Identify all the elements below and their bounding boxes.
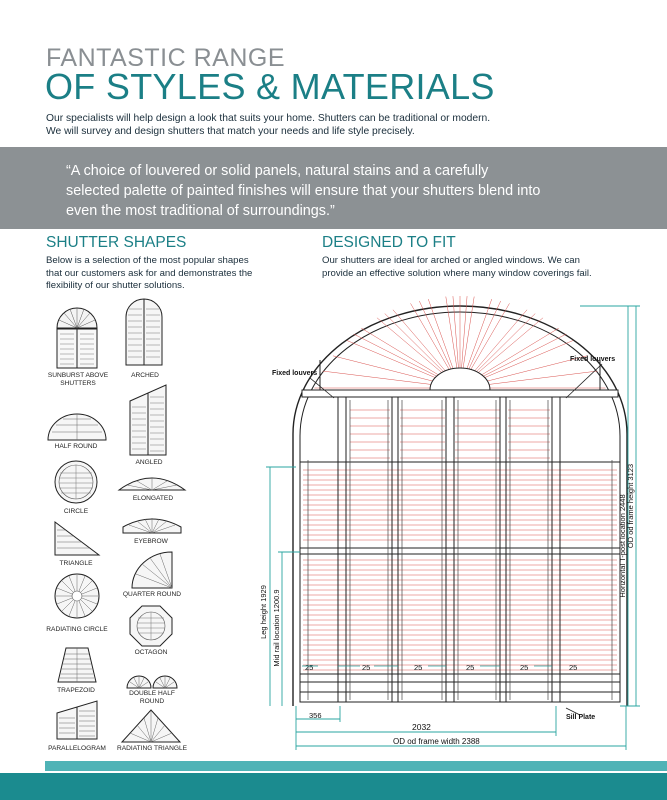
shutter-shapes-title: SHUTTER SHAPES [46,234,187,251]
gap-label: 25 [414,663,423,672]
gap-label: 25 [305,663,314,672]
footer-bar-light [45,761,667,771]
fixed-louvers-right-label: Fixed louvers [570,356,616,363]
circle-label: CIRCLE [63,508,89,515]
quote-line: “A choice of louvered or solid panels, natural stains and a carefully [66,163,489,179]
designed-to-fit-title: DESIGNED TO FIT [322,234,456,251]
sunburst-label: SUNBURST ABOVE SHUTTERS [47,372,109,387]
shutter-panels [300,397,620,702]
shapes-line: that our customers ask for and demonstrates the [46,267,253,279]
fit-line: Our shutters are ideal for arched or angled windows. We can [322,255,580,266]
gap-label: 25 [466,663,475,672]
angled-label: ANGLED [135,459,163,466]
gap-label: 25 [362,663,371,672]
half-round-label: HALF ROUND [54,443,98,450]
radiating-circle-label: RADIATING CIRCLE [46,626,108,633]
gap-label: 25 [520,663,529,672]
parallelogram-label: PARALLELOGRAM [48,745,106,752]
intro-line: We will survey and design shutters that match your needs and life style precisely. [46,125,415,137]
t-post-label: Horizontal T-post location 2448 [618,494,627,598]
radiating-triangle-label: RADIATING TRIANGLE [116,745,188,752]
left-dimension-lines [266,467,300,706]
od-width-label: OD od frame width 2388 [393,737,480,746]
arched-label: ARCHED [131,372,159,379]
fixed-louvers-left-label: Fixed louvers [272,370,318,377]
footer-bar-dark [0,773,667,800]
triangle-label: TRIANGLE [59,560,93,567]
dim-356-label: 356 [309,711,322,720]
leg-height-label: Leg height 1929 [259,585,268,639]
heading-line-2: OF STYLES & MATERIALS [45,66,495,107]
shapes-line: Below is a selection of the most popular shapes [46,255,249,266]
mid-rail-label: Mid rail location 1200.9 [272,589,281,667]
sunburst-hub [430,368,490,390]
eyebrow-label: EYEBROW [134,538,168,545]
sill-plate-label: Sill Plate [566,714,596,721]
trapezoid-label: TRAPEZOID [57,687,95,694]
octagon-label: OCTAGON [134,649,168,656]
double-half-round-label: DOUBLE HALF ROUND [129,690,175,705]
quote-line: even the most traditional of surroundings.” [66,203,335,219]
intro-line: Our specialists will help design a look that suits your home. Shutters can be traditional or modern. [46,113,491,124]
quote-line: selected palette of painted finishes will ensure that your shutters blend into [66,183,541,199]
gap-label: 25 [569,663,578,672]
fit-line: provide an effective solution where many window coverings fail. [322,267,592,279]
shapes-line: flexibility of our shutter solutions. [46,280,185,291]
od-height-label: OD od frame height 3123 [626,463,635,549]
heading-line-1: FANTASTIC RANGE [46,44,286,72]
elongated-label: ELONGATED [132,495,174,502]
dim-2032-label: 2032 [412,722,431,732]
quarter-round-label: QUARTER ROUND [122,591,182,598]
